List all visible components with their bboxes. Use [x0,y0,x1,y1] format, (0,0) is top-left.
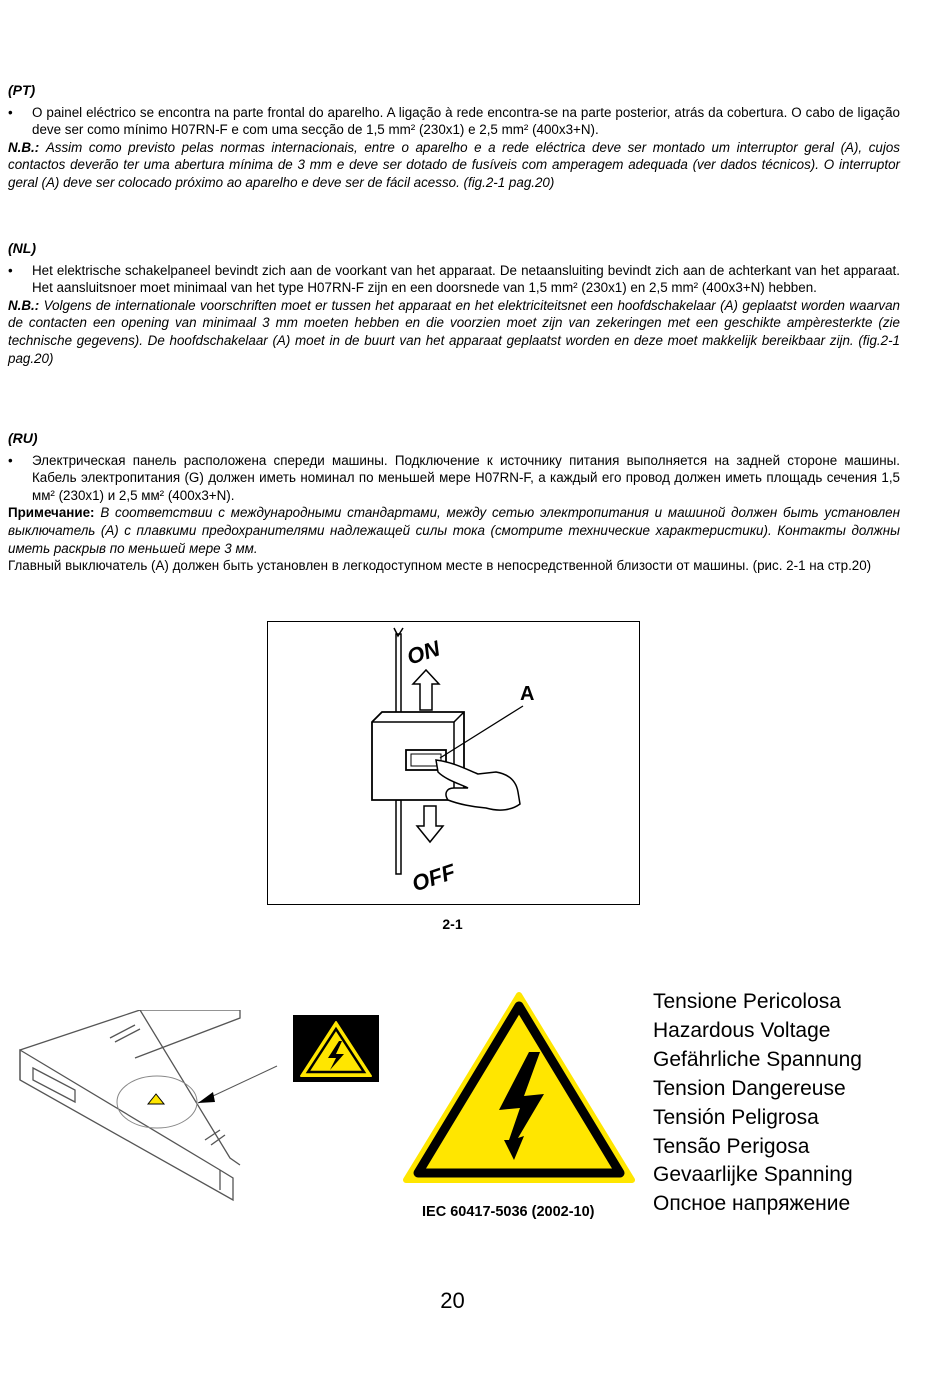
bullet-text-ru: Электрическая панель расположена спереди машины. Подключение к источнику питания выполняется на задней стороне машины. Кабель электропитания (G) должен иметь номинал по меньшей мере H07RN-F, а каждый его провод должен иметь площадь сечения 1,5 мм² (230x1) и 2,5 мм² (400x3+N). [32,452,900,503]
boxed-warning-icon [293,1015,379,1082]
note-label-ru: Примечание: [8,505,95,521]
voltage-label: Tensione Pericolosa [653,990,841,1013]
small-warning-icon [148,1094,164,1104]
arrow-up-icon [413,670,439,710]
page-number: 20 [440,1288,465,1313]
bullet-ru [8,452,900,505]
bullet-text-pt: O painel eléctrico se encontra na parte frontal do aparelho. A ligação à rede encontra-se na parte posterior, atrás da cobertura. O cabo de ligação deve ser como mínimo H07RN-F e com uma secção de 1,5 mm² (230x1) e 2,5 mm² (400x3+N). [32,104,900,138]
voltage-label: Gefährliche Spannung [653,1047,862,1071]
iec-standard-label: IEC 60417-5036 (2002-10) [422,1204,595,1220]
voltage-label: Tensão Perigosa [653,1134,810,1158]
note-label-nl: N.B.: [8,297,40,313]
section-ru [8,430,900,575]
bullet-pt [8,104,900,139]
lang-heading-pt: (PT) [8,82,36,98]
high-voltage-icon [402,990,637,1188]
bullet-dot: • [8,452,13,468]
note-pt [8,139,900,192]
note-label-pt: N.B.: [8,139,40,155]
voltage-label: Опсное напряжение [653,1192,851,1216]
bullet-nl [8,262,900,297]
section-pt [8,82,900,192]
lang-heading-nl: (NL) [8,240,36,256]
voltage-label: Tension Dangereuse [653,1076,846,1100]
note-nl [8,297,900,367]
voltage-label: Tensión Peligrosa [653,1105,819,1129]
electrical-panel-drawing [15,1010,385,1210]
arrow-down-icon [417,806,443,842]
hazard-warning-sign [402,990,637,1193]
switch-a-label: A [520,683,535,705]
bullet-dot: • [8,262,13,278]
callout-arrow-icon [198,1092,215,1103]
hazardous-voltage-labels [653,988,862,1219]
note-text-nl: Volgens de internationale voorschriften moet er tussen het apparaat en het elektriciteitsnet een hoofdschakelaar (A) geplaatst worden waarvan de contacten een opening van minimaal 3 mm moeten hebben en die voorzien moet zijn van zekeringen met een geschikte ampèresterkte (zie technische gegevens). De hoofdschakelaar (A) moet in de buurt van het apparaat geplaatst worden en deze moet makkelijk bereikbaar zijn. (fig.2-1 pag.20) [8,297,900,366]
lang-heading-ru: (RU) [8,430,38,446]
bullet-text-nl: Het elektrische schakelpaneel bevindt zich aan de voorkant van het apparaat. De netaansluiting bevindt zich aan de achterkant van het apparaat. Het aansluitsnoer moet minimaal van het type H07RN-F zijn en een doorsnede van 1,5 mm² (230x1) en 2,5 mm² (400x3+N) hebben. [32,262,900,296]
bullet-dot: • [8,104,13,120]
note-text-ru: В соответствии с международными стандартами, между сетью электропитания и машиной должен быть установлен выключатель (A) с плавкими предохранителями надлежащей силы тока (смотрите технические характеристики). Контакты должны иметь раскрыв по меньшей мере 3 мм. [8,505,900,556]
main-switch-illustration [268,622,639,904]
figure-main-switch [267,621,640,905]
voltage-label: Hazardous Voltage [653,1018,831,1042]
off-label: OFF [408,858,459,897]
panel-outline [20,1010,240,1200]
extra-text-ru: Главный выключатель (A) должен быть установлен в легкодоступном месте в непосредственной близости от машины. (рис. 2-1 на стр.20) [8,558,872,574]
note-text-pt: Assim como previsto pelas normas internacionais, entre o aparelho e a rede eléctrica deve ser montado um interruptor geral (A), cujos contactos deverão ter uma abertura mínima de 3 mm e deve ser dotado de fusíveis com amperagem adequada (ver dados técnicos). O interruptor geral (A) deve ser colocado próximo ao aparelho e deve ser de fácil acesso. (fig.2-1 pag.20) [8,139,900,190]
panel-illustration [15,1010,385,1215]
voltage-label: Gevaarlijke Spanning [653,1163,853,1187]
section-nl [8,240,900,367]
on-label: ON [403,635,443,670]
note-ru [8,504,900,557]
switch-box [372,712,464,800]
figure-caption: 2-1 [442,916,463,932]
